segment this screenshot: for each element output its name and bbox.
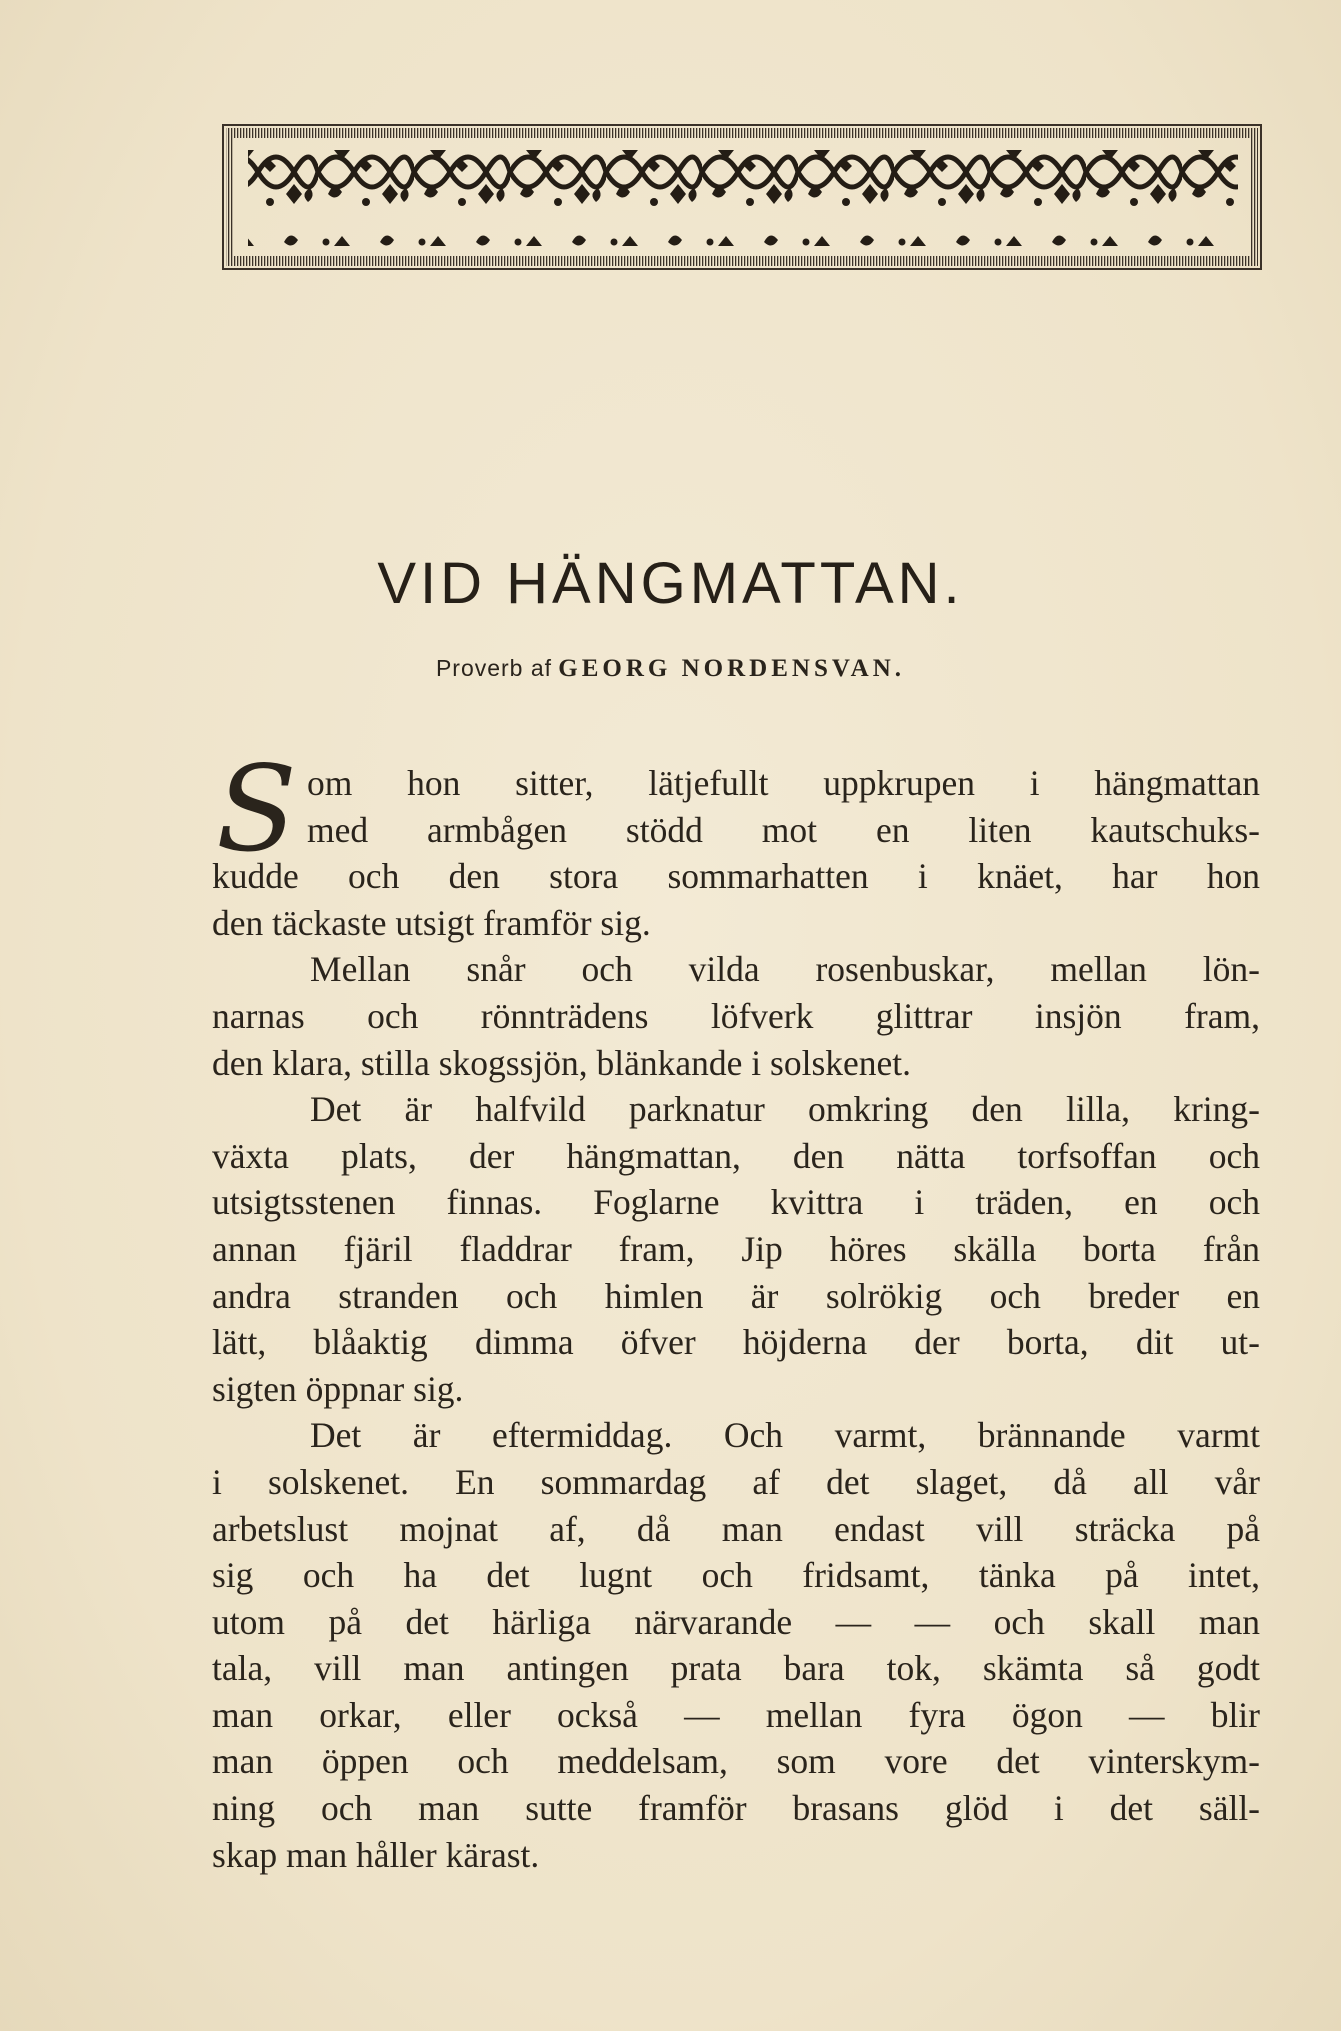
text-line: växta plats, der hängmattan, den nätta torfsoffan och bbox=[212, 1135, 1260, 1176]
text-line: man öppen och meddelsam, som vore det vinterskym- bbox=[212, 1741, 1260, 1782]
text-line: annan fjäril fladdrar fram, Jip höres skälla borta från bbox=[212, 1228, 1260, 1269]
text-line: utom på det härliga närvarande — — och skall man bbox=[212, 1601, 1260, 1642]
text-line: Mellan snår och vilda rosenbuskar, mellan lön- bbox=[310, 949, 1260, 990]
text-line: med armbågen stödd mot en liten kautschuks- bbox=[307, 809, 1260, 850]
text-line: utsigtsstenen finnas. Foglarne kvittra i träden, en och bbox=[212, 1182, 1260, 1223]
text-line: ning och man sutte framför brasans glöd i det säll- bbox=[212, 1788, 1260, 1829]
body-text bbox=[212, 740, 1260, 1878]
text-line: Det är eftermiddag. Och varmt, brännande varmt bbox=[310, 1415, 1260, 1456]
text-line: lätt, blåaktig dimma öfver höjderna der borta, dit ut- bbox=[212, 1322, 1260, 1363]
text-line: Det är halfvild parknatur omkring den lilla, kring- bbox=[310, 1089, 1260, 1130]
decorative-header-border bbox=[222, 124, 1262, 270]
text-line: sig och ha det lugnt och fridsamt, tänka på intet, bbox=[212, 1555, 1260, 1596]
text-line: kudde och den stora sommarhatten i knäet, har hon bbox=[212, 856, 1260, 897]
text-line: andra stranden och himlen är solrökig och breder en bbox=[212, 1275, 1260, 1316]
text-line: arbetslust mojnat af, då man endast vill sträcka på bbox=[212, 1508, 1260, 1549]
byline bbox=[0, 655, 1341, 683]
author-name: GEORG NORDENSVAN. bbox=[558, 655, 906, 682]
text-line: skap man håller kärast. bbox=[212, 1834, 540, 1875]
text-line: den täckaste utsigt framför sig. bbox=[212, 902, 651, 943]
ornament-vine-pattern bbox=[222, 124, 1262, 270]
text-line: om hon sitter, lätjefullt uppkrupen i hängmattan bbox=[307, 763, 1260, 803]
text-line: narnas och rönnträdens löfverk glittrar insjön fram, bbox=[212, 995, 1260, 1036]
text-line: sigten öppnar sig. bbox=[212, 1368, 464, 1409]
drop-cap: S bbox=[216, 740, 297, 878]
text-line: man orkar, eller också — mellan fyra ögon — blir bbox=[212, 1694, 1260, 1735]
text-line: den klara, stilla skogssjön, blänkande i solskenet. bbox=[212, 1042, 912, 1083]
page-title: VID HÄNGMATTAN. bbox=[377, 551, 964, 616]
text-line: tala, vill man antingen prata bara tok, skämta så godt bbox=[212, 1648, 1260, 1689]
text-line: i solskenet. En sommardag af det slaget, då all vår bbox=[212, 1461, 1260, 1502]
byline-prefix: Proverb af bbox=[435, 655, 553, 681]
